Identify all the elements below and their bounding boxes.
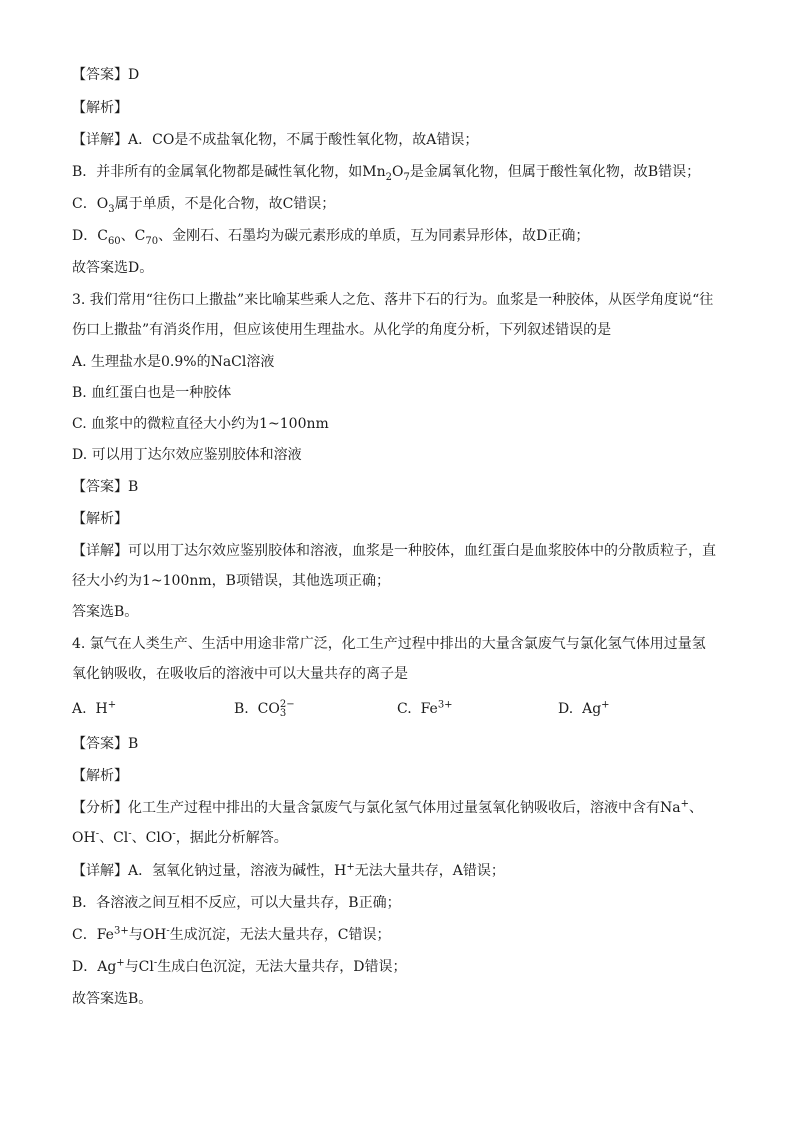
detail-text: A．氢氧化钠过量，溶液为碱性，H: [128, 863, 347, 879]
q2-detail-A: [72, 130, 478, 150]
option-label: B.: [234, 701, 249, 717]
q4-stem-line1: 4. 氯气在人类生产、生活中用途非常广泛，化工生产过程中排出的大量含氯废气与氯化氢气体用过量氢: [72, 636, 706, 652]
answer-value: B: [128, 736, 139, 752]
superscript: -: [128, 828, 132, 840]
q2-conclusion: 故答案选D。: [72, 260, 154, 276]
q4-option-D: [558, 699, 610, 719]
subscript: 2: [385, 171, 393, 183]
answer-tag: 【答案】: [72, 67, 128, 83]
q4-detail-B: B．各溶液之间互相不反应，可以大量共存，B正确；: [72, 895, 401, 911]
option-label: D.: [558, 701, 574, 717]
q3-stem-line2: 伤口上撒盐”有消炎作用，但应该使用生理盐水。从化学的角度分析，下列叙述错误的是: [72, 322, 612, 338]
fenxi-text: 化工生产过程中排出的大量含氯废气与氯化氢气体用过量氢氧化钠吸收后，溶液中含有Na: [128, 800, 681, 816]
q2-answer-line: [72, 65, 139, 85]
q4-detail-C: [72, 925, 391, 945]
q3-conclusion: 答案选B。: [72, 604, 139, 620]
superscript: +: [116, 957, 125, 969]
detail-text: C．O: [72, 196, 109, 212]
option-label: A.: [72, 701, 87, 717]
superscript: -: [166, 925, 170, 937]
q4-detail-A: [72, 861, 505, 881]
fenxi-text: 、Cl: [99, 830, 129, 846]
detail-tag: 【详解】: [72, 543, 128, 559]
superscript: 3+: [437, 699, 453, 711]
q3-stem-line1: 3. 我们常用“往伤口上撒盐”来比喻某些乘人之危、落井下石的行为。血浆是一种胶体，从医学角度说“往: [72, 292, 714, 308]
ion: Ag: [582, 701, 602, 717]
q4-option-C: [397, 699, 453, 719]
detail-text: 与Cl: [124, 959, 154, 975]
fenxi-tag: 【分析】: [72, 800, 128, 816]
ion: CO: [257, 701, 280, 717]
superscript: +: [601, 699, 610, 711]
subscript: 70: [145, 235, 159, 247]
detail-text: C．Fe: [72, 927, 114, 943]
detail-text: O: [392, 164, 404, 180]
answer-value: B: [128, 479, 139, 495]
q4-stem-line2: 氧化钠吸收，在吸收后的溶液中可以大量共存的离子是: [72, 666, 408, 682]
detail-tag: 【详解】: [72, 132, 128, 148]
detail-text: 、C: [120, 228, 146, 244]
detail-text: 无法大量共存，A错误；: [354, 863, 505, 879]
ion: Fe: [420, 701, 438, 717]
superscript: -: [95, 828, 100, 840]
option-label: C.: [397, 701, 412, 717]
q4-fenxi-line2: [72, 828, 288, 848]
superscript: +: [107, 699, 117, 711]
detail-text: B．并非所有的金属氧化物都是碱性氧化物，如Mn: [72, 164, 386, 180]
superscript: 2−: [279, 699, 295, 710]
q3-analysis-tag: 【解析】: [72, 511, 128, 527]
superscript: +: [346, 861, 355, 873]
q4-answer-line: [72, 734, 138, 754]
q4-option-B: [234, 699, 295, 719]
q3-option-D: D. 可以用丁达尔效应鉴别胶体和溶液: [72, 447, 302, 463]
q4-fenxi-line1: [72, 798, 703, 818]
detail-text: 可以用丁达尔效应鉴别胶体和溶液，血浆是一种胶体，血红蛋白是血浆胶体中的分散质粒子，直: [128, 543, 716, 559]
q3-option-B: B. 血红蛋白也是一种胶体: [72, 385, 232, 401]
q2-detail-B: [72, 162, 700, 182]
q4-option-A: [72, 699, 116, 719]
fenxi-text: 、: [689, 800, 703, 816]
fenxi-text: OH: [72, 830, 96, 846]
detail-text: 生成白色沉淀，无法大量共存，D错误；: [157, 959, 407, 975]
q4-detail-D: [72, 957, 407, 977]
detail-text: D．Ag: [72, 959, 117, 975]
fenxi-text: ，据此分析解答。: [175, 830, 288, 846]
q3-answer-line: [72, 477, 138, 497]
q4-analysis-tag: 【解析】: [72, 768, 128, 784]
subscript: 3: [108, 203, 115, 215]
q2-analysis-tag: 【解析】: [72, 100, 128, 116]
superscript: -: [153, 957, 158, 969]
q4-conclusion: 故答案选B。: [72, 991, 153, 1007]
superscript: 3+: [113, 925, 129, 937]
detail-text: D．C: [72, 228, 108, 244]
q2-detail-C: [72, 194, 335, 214]
answer-value: D: [128, 67, 140, 83]
detail-text: 生成沉淀，无法大量共存，C错误；: [169, 927, 391, 943]
q2-detail-D: [72, 226, 589, 246]
ion: H: [95, 701, 108, 717]
answer-tag: 【答案】: [72, 479, 128, 495]
q3-detail-line1: [72, 541, 716, 561]
fenxi-text: 、ClO: [131, 830, 173, 846]
detail-text: 、金刚石、石墨均为碳元素形成的单质，互为同素异形体，故D正确；: [158, 228, 590, 244]
subscript: 7: [403, 171, 410, 183]
q3-option-C: C. 血浆中的微粒直径大小约为1~100nm: [72, 416, 329, 432]
subscript: 60: [107, 235, 121, 247]
detail-text: A．CO是不成盐氧化物，不属于酸性氧化物，故A错误；: [128, 132, 479, 148]
detail-tag: 【详解】: [72, 863, 128, 879]
superscript: -: [172, 828, 176, 840]
detail-text: 是金属氧化物，但属于酸性氧化物，故B错误；: [409, 164, 701, 180]
q3-option-A: A. 生理盐水是0.9%的NaCl溶液: [72, 354, 275, 370]
answer-tag: 【答案】: [72, 736, 128, 752]
detail-text: 与OH: [128, 927, 167, 943]
q3-detail-line2: 径大小约为1~100nm，B项错误，其他选项正确；: [72, 573, 390, 589]
subscript: 3: [279, 708, 287, 719]
superscript: +: [680, 798, 689, 810]
detail-text: 属于单质，不是化合物，故C错误；: [114, 196, 336, 212]
